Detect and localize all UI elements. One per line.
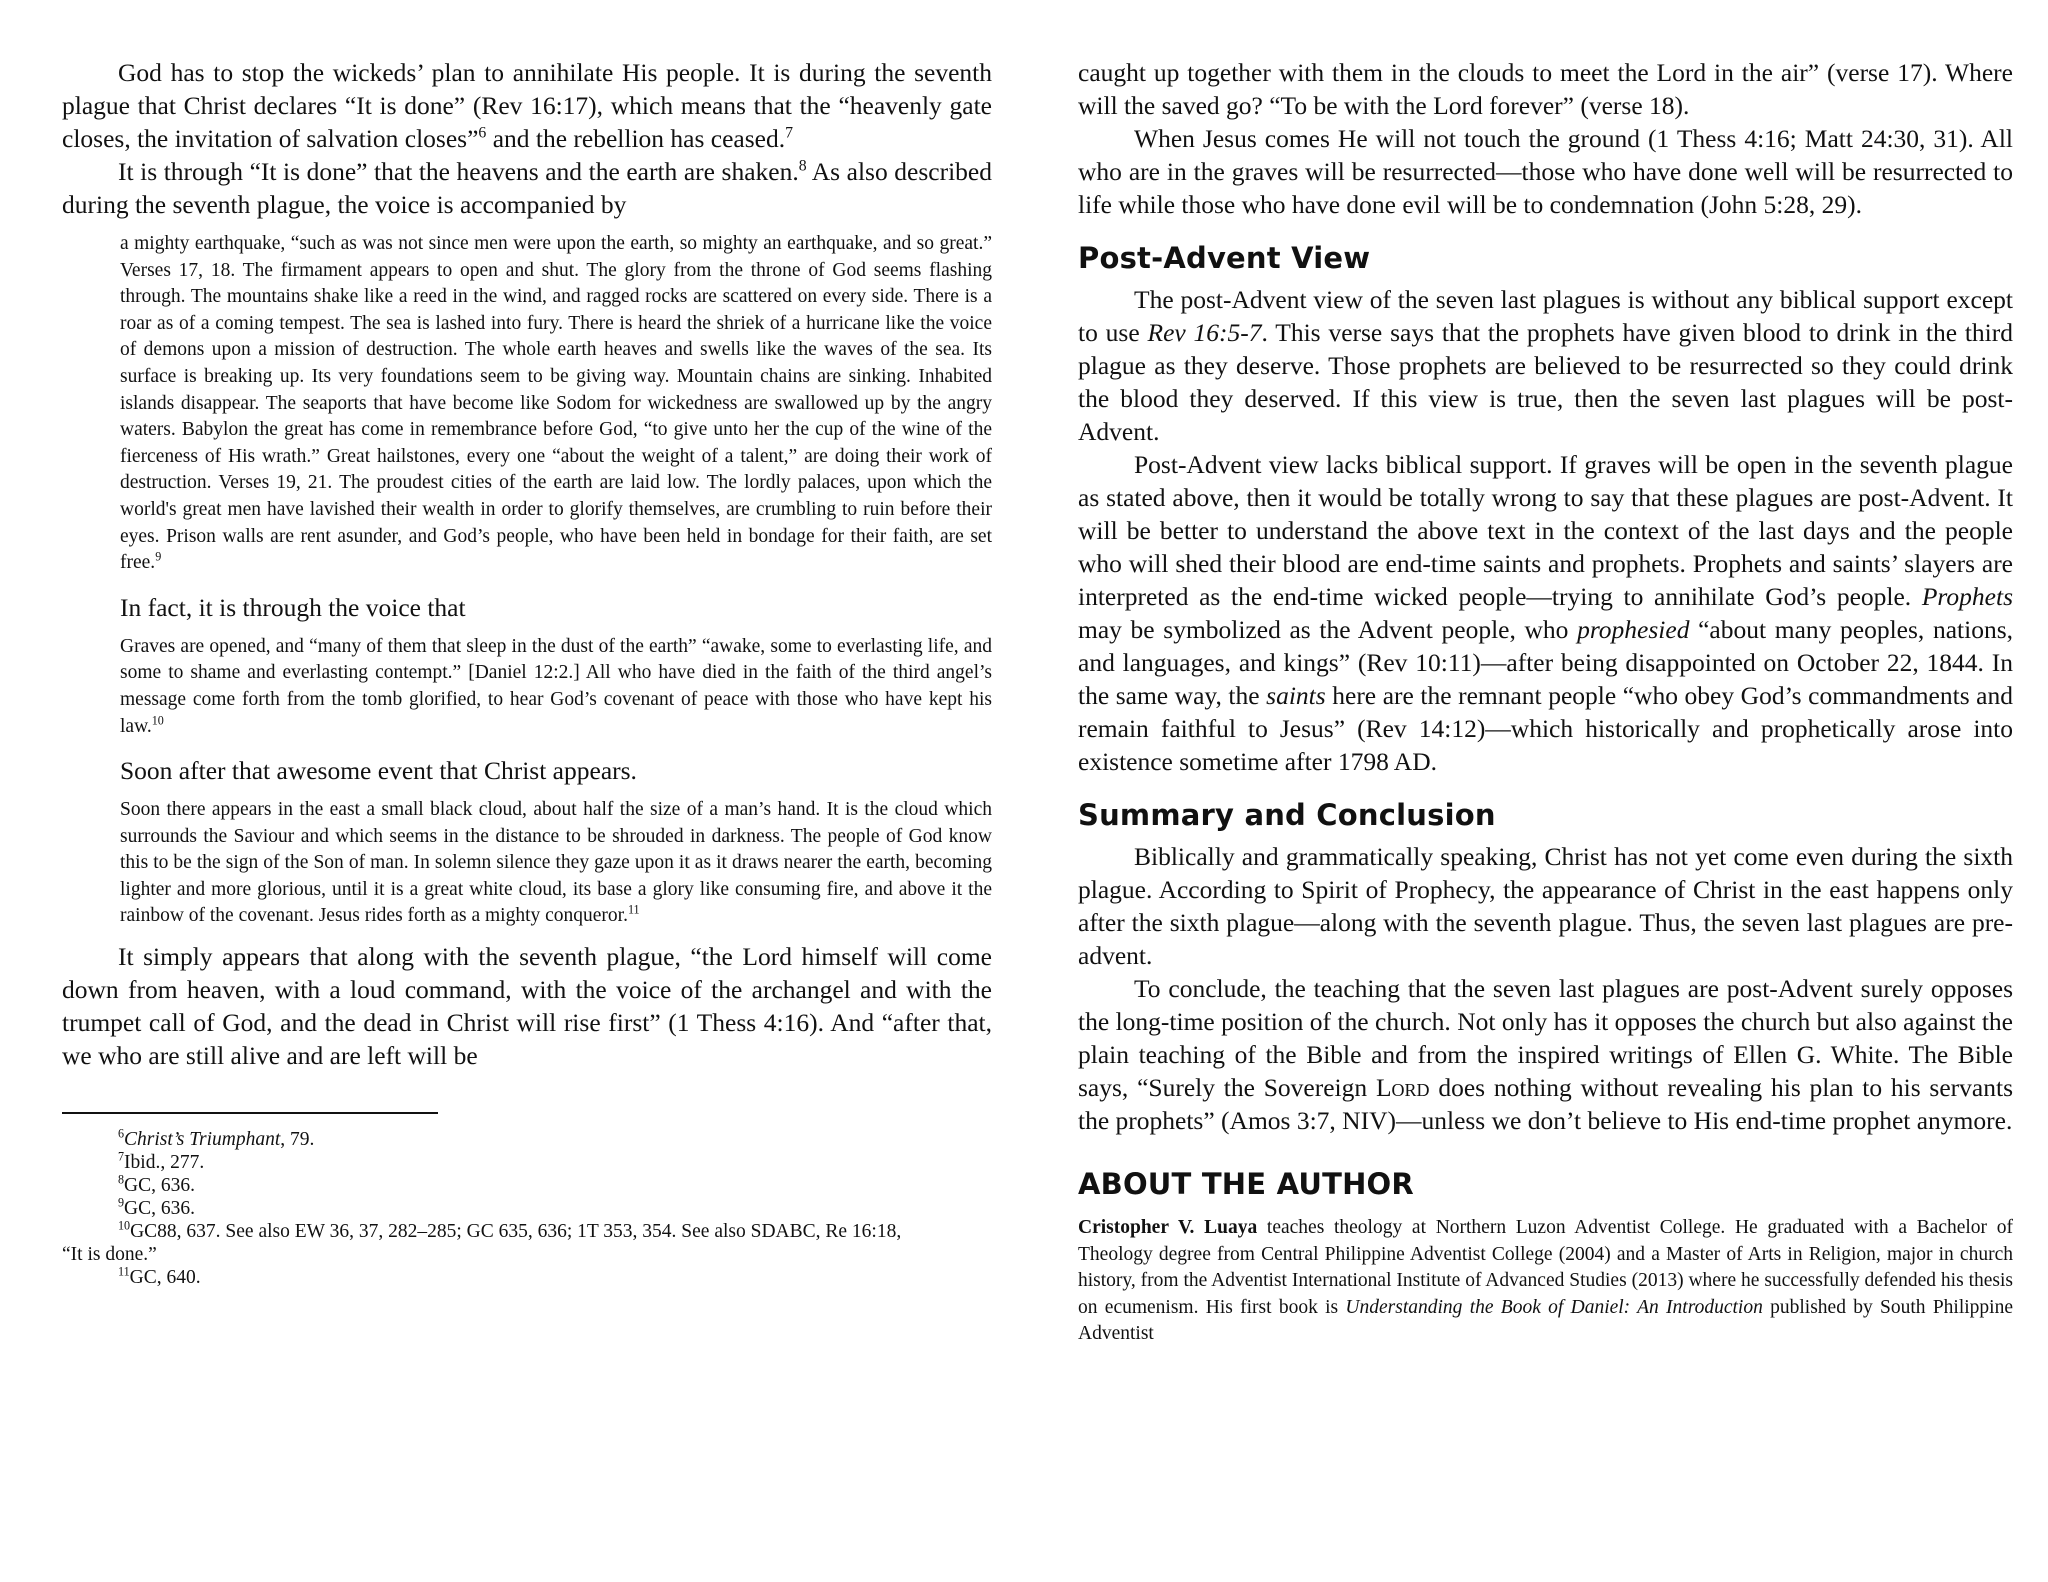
paragraph: It simply appears that along with the seventh plague, “the Lord himself will come down from heaven, with a loud command, with the voice of the archangel and with the trumpet call of God, and the dead in Christ will rise first” (1 Thess 4:16). And “after that, we who are still alive and are left will be bbox=[62, 942, 992, 1071]
section-heading: ABOUT THE AUTHOR bbox=[1078, 1167, 1414, 1201]
footnote-ref: 10 bbox=[151, 713, 164, 727]
author-bio: Cristopher V. Luaya teaches theology at Northern Luzon Adventist College. He graduated with a Bachelor of Theology degree from Central Philippine Adventist College (2004) and a Master of Arts in Religion, major in church history, from the Adventist International Institute of Advanced Studies (2013) where he successfully defended his thesis on ecumenism. His first book is Understanding the Book of Daniel: An Introduction published by South Philippine Adventist bbox=[1078, 1217, 2013, 1344]
left-column bbox=[62, 56, 992, 1289]
footnote-ref: 7 bbox=[785, 124, 794, 142]
footnote-ref: 8 bbox=[798, 157, 807, 175]
paragraph: When Jesus comes He will not touch the ground (1 Thess 4:16; Matt 24:30, 31). All who are in the graves will be resurrected—those who have done well will be resurrected to life while those who have done evil will be to condemnation (John 5:28, 29). bbox=[1078, 124, 2013, 219]
footnote: $^8$GC, 636. bbox=[118, 1172, 196, 1197]
footnote-ref: 11 bbox=[627, 902, 640, 917]
author-name: Cristopher V. Luaya bbox=[1078, 1217, 1258, 1238]
paragraph: To conclude, the teaching that the seven last plagues are post-Advent surely opposes the long-time position of the church. Not only has it opposes the church but also against the plain teaching of the Bible and from the inspired writings of Ellen G. White. The Bible says, “Surely the Sovereign Lord does nothing without revealing his plan to his servants the prophets” (Amos 3:7, NIV)—unless we don’t believe to His end-time prophet anymore. bbox=[1078, 974, 2013, 1135]
footnotes bbox=[62, 1128, 992, 1289]
right-column bbox=[1078, 56, 2013, 1348]
paragraph: The post-Advent view of the seven last plagues is without any biblical support except to use Rev 16:5-7. This verse says that the prophets have given blood to drink in the third plague as they deserve. Those prophets are believed to be resurrected so they could drink the blood they deserved. If this view is true, then the seven last plagues will be post-Advent. bbox=[1078, 285, 2014, 446]
footnote: $^7$Ibid., 277. bbox=[118, 1149, 205, 1174]
footnote: $^9$GC, 636. bbox=[118, 1195, 196, 1220]
paragraph: Biblically and grammatically speaking, Christ has not yet come even during the sixth plague. According to Spirit of Prophecy, the appearance of Christ in the east happens only after the sixth plague—along with the seventh plague. Thus, the seven last plagues are pre-advent. bbox=[1078, 842, 2013, 970]
paragraph: Soon after that awesome event that Christ appears. bbox=[120, 756, 637, 786]
footnote: $^6$Christ’s Triumphant, 79. bbox=[118, 1126, 315, 1151]
footnote: $^{11}$GC, 640. bbox=[118, 1264, 201, 1289]
block-quote: a mighty earthquake, “such as was not since men were upon the earth, so mighty an earthquake, and so great.” Verses 17, 18. The firmament appears to open and shut. The glory from the throne of God seems flashing through. The mountains shake like a reed in the wind, and ragged rocks are scattered on every side. There is a roar as of a coming tempest. The sea is lashed into fury. There is heard the shriek of a hurricane like the voice of demons upon a mission of destruction. The whole earth heaves and swells like the waves of the sea. Its surface is breaking up. Its very foundations seem to be giving way. Mountain chains are sinking. Inhabited islands disappear. The seaports that have become like Sodom for wickedness are swallowed up by the angry waters. Babylon the great has come in remembrance before God, “to give unto her the cup of the wine of the fierceness of His wrath.” Great hailstones, every one “about the weight of a talent,” are doing their work of destruction. Verses 19, 21. The proudest cities of the earth are laid low. The lordly palaces, upon which the world's great men have lavished their wealth in order to glorify themselves, are crumbling to ruin before their eyes. Prison walls are rent asunder, and God’s people, who have been held in bondage for their faith, are set free.$^9$ bbox=[120, 233, 992, 574]
paragraph: God has to stop the wickeds’ plan to annihilate His people. It is during the seventh plague that Christ declares “It is done” (Rev 16:17), which means that the “heavenly gate closes, the invitation of salvation closes”$^6$ and the rebellion has ceased.$^7$ bbox=[62, 58, 992, 153]
footnote-ref: 6 bbox=[478, 124, 487, 142]
block-quote: Soon there appears in the east a small black cloud, about half the size of a man’s hand. It is the cloud which surrounds the Saviour and which seems in the distance to be shrouded in darkness. The people of God know this to be the sign of the Son of man. In solemn silence they gaze upon it as it draws nearer the earth, becoming lighter and more glorious, until it is a great white cloud, its base a glory like consuming fire, and above it the rainbow of the covenant. Jesus rides forth as a mighty conqueror.$^{11}$ bbox=[120, 799, 992, 927]
paragraph: In fact, it is through the voice that bbox=[120, 592, 466, 622]
footnote: $^{10}$GC88, 637. See also EW 36, 37, 282–285; GC 635, 636; 1T 353, 354. See also SDABC, Re 16:18, bbox=[118, 1218, 902, 1243]
block-quote: Graves are opened, and “many of them that sleep in the dust of the earth” “awake, some to everlasting life, and some to shame and everlasting contempt.” [Daniel 12:2.] All who have died in the faith of the third angel’s message come forth from the tomb glorified, to hear God’s covenant of peace with those who have kept his law.$^{10}$ bbox=[120, 635, 992, 737]
paragraph: caught up together with them in the clouds to meet the Lord in the air” (verse 17). Where will the saved go? “To be with the Lord forever” (verse 18). bbox=[1078, 58, 2013, 120]
footnote-ref: 9 bbox=[155, 549, 162, 564]
paragraph: It is through “It is done” that the heavens and the earth are shaken.$^8$ As also described during the seventh plague, the voice is accompanied by bbox=[62, 157, 992, 219]
section-heading: Summary and Conclusion bbox=[1078, 798, 1496, 832]
book-title: Understanding the Book of Daniel: An Introduction bbox=[1345, 1296, 1763, 1318]
footnote-continuation: “It is done.” bbox=[62, 1244, 157, 1266]
section-heading: Post-Advent View bbox=[1078, 241, 1371, 275]
footnote-divider bbox=[62, 1112, 438, 1114]
paragraph: Post-Advent view lacks biblical support. If graves will be open in the seventh plague as stated above, then it would be totally wrong to say that these plagues are post-Advent. It will be better to understand the above text in the context of the last days and the people who will shed their blood are end-time saints and prophets. Prophets and saints’ slayers are interpreted as the end-time wicked people—trying to annihilate God’s people. Prophets may be symbolized as the Advent people, who prophesied “about many peoples, nations, and languages, and kings” (Rev 10:11)—after being disappointed on October 22, 1844. In the same way, the saints here are the remnant people “who obey God’s commandments and remain faithful to Jesus” (Rev 14:12)—which historically and prophetically arose into existence sometime after 1798 AD. bbox=[1078, 450, 2013, 776]
